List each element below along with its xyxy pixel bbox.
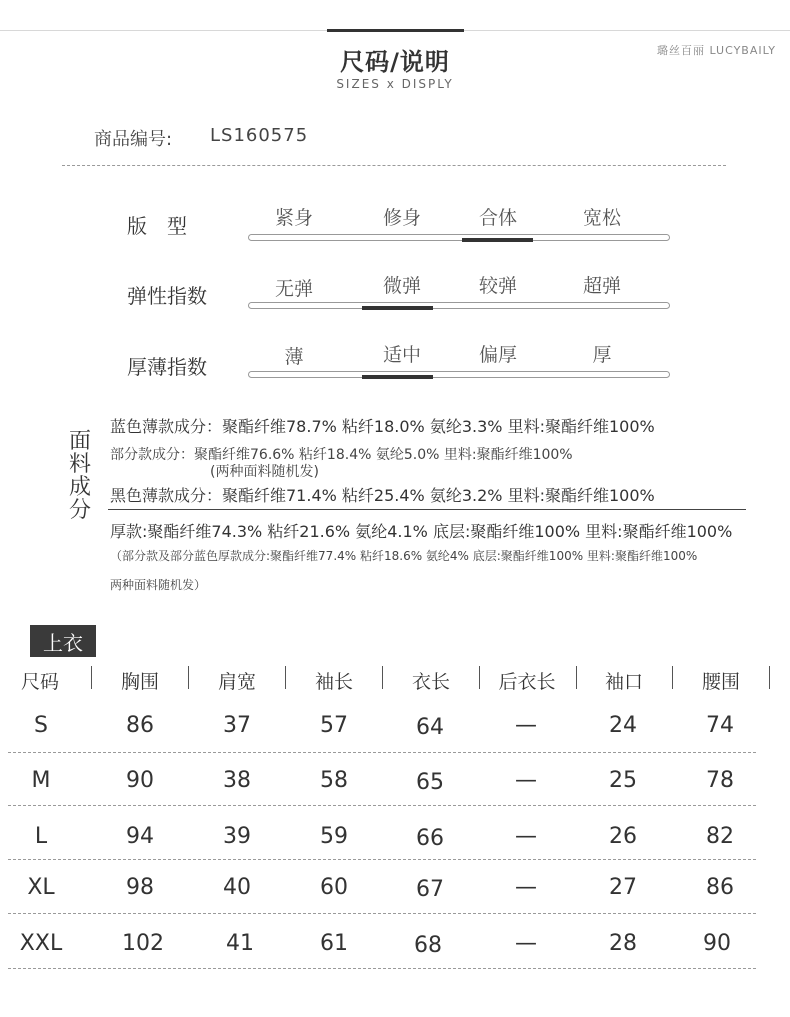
table-cell: 78 <box>706 768 734 793</box>
elasticity-option: 无弹 <box>274 278 313 300</box>
elasticity-scale-indicator <box>362 306 433 310</box>
elasticity-scale-label: 弹性指数 <box>127 284 207 308</box>
table-cell: 67 <box>416 877 444 902</box>
page-subtitle: SIZES x DISPLY <box>336 77 454 91</box>
page-title: 尺码/说明 <box>340 48 450 76</box>
material-line: 黑色薄款成分：聚酯纤维71.4% 粘纤25.4% 氨纶3.2% 里料:聚酯纤维100% <box>110 486 655 505</box>
table-cell-size: S <box>34 713 48 738</box>
material-line: 蓝色薄款成分：聚酯纤维78.7% 粘纤18.0% 氨纶3.3% 里料:聚酯纤维100% <box>110 417 655 436</box>
table-cell: 61 <box>320 931 348 956</box>
row-divider <box>8 913 756 914</box>
table-cell: 38 <box>223 768 251 793</box>
product-code-value: LS160575 <box>210 125 309 146</box>
table-cell: 59 <box>320 824 348 849</box>
thickness-option: 薄 <box>284 346 304 368</box>
table-cell: 102 <box>122 931 164 956</box>
table-cell: 37 <box>223 713 251 738</box>
header-separator <box>91 666 92 689</box>
table-cell: 86 <box>706 875 734 900</box>
table-cell: 66 <box>416 826 444 851</box>
elasticity-option: 超弹 <box>582 275 621 297</box>
table-header-cell: 袖口 <box>604 671 643 693</box>
table-cell: 24 <box>609 713 637 738</box>
fit-scale-indicator <box>462 238 533 242</box>
table-cell: 57 <box>320 713 348 738</box>
table-cell: 60 <box>320 875 348 900</box>
header-separator <box>769 666 770 689</box>
table-cell: 82 <box>706 824 734 849</box>
header-separator <box>479 666 480 689</box>
header-separator <box>672 666 673 689</box>
table-cell: 90 <box>126 768 154 793</box>
material-line: 部分款成分：聚酯纤维76.6% 粘纤18.4% 氨纶5.0% 里料:聚酯纤维100% <box>110 447 573 463</box>
table-cell: 39 <box>223 824 251 849</box>
table-cell: 74 <box>706 713 734 738</box>
material-line: 厚款:聚酯纤维74.3% 粘纤21.6% 氨纶4.1% 底层:聚酯纤维100% 里料:聚酯纤维100% <box>110 522 733 541</box>
thickness-option: 适中 <box>382 344 421 366</box>
material-underline <box>108 509 746 510</box>
elasticity-scale-track <box>248 302 670 309</box>
row-divider <box>8 859 756 860</box>
fit-option: 紧身 <box>274 207 313 229</box>
table-cell-size: M <box>31 768 51 793</box>
fit-option: 合体 <box>478 207 517 229</box>
table-header-cell: 后衣长 <box>498 671 556 693</box>
row-divider <box>8 752 756 753</box>
table-cell: 94 <box>126 824 154 849</box>
header-accent-bar <box>327 29 464 32</box>
header-separator <box>285 666 286 689</box>
table-header-cell: 肩宽 <box>217 671 256 693</box>
row-divider <box>8 805 756 806</box>
table-cell: 41 <box>226 931 254 956</box>
section-divider <box>62 165 726 166</box>
table-header-cell: 胸围 <box>120 671 159 693</box>
material-line: (两种面料随机发) <box>210 464 319 480</box>
table-cell: 90 <box>703 931 731 956</box>
material-note: 两种面料随机发） <box>110 578 207 592</box>
table-cell: 58 <box>320 768 348 793</box>
thickness-option: 偏厚 <box>478 344 517 366</box>
table-cell: 28 <box>609 931 637 956</box>
table-header-cell: 腰围 <box>701 671 740 693</box>
table-cell: — <box>515 931 537 956</box>
material-heading: 面料成分 <box>68 429 91 523</box>
table-cell: 68 <box>414 933 442 958</box>
thickness-scale-track <box>248 371 670 378</box>
fit-option: 修身 <box>382 207 421 229</box>
thickness-option: 厚 <box>592 344 612 366</box>
table-cell: 26 <box>609 824 637 849</box>
fit-scale-label: 版 型 <box>127 214 187 238</box>
thickness-scale-label: 厚薄指数 <box>127 355 207 379</box>
table-cell: — <box>515 875 537 900</box>
size-table-title: 上衣 <box>43 631 83 655</box>
table-cell: — <box>515 768 537 793</box>
header-separator <box>576 666 577 689</box>
table-cell: — <box>515 824 537 849</box>
row-divider <box>8 968 756 969</box>
table-cell-size: XL <box>27 875 55 900</box>
table-cell: 65 <box>416 770 444 795</box>
product-code-label: 商品编号: <box>94 129 173 150</box>
table-cell: 27 <box>609 875 637 900</box>
table-header-cell: 袖长 <box>314 671 353 693</box>
elasticity-option: 较弹 <box>478 275 517 297</box>
material-note: （部分款及部分蓝色厚款成分:聚酯纤维77.4% 粘纤18.6% 氨纶4% 底层:聚酯纤维100% 里料:聚酯纤维100% <box>110 549 698 563</box>
header-separator <box>188 666 189 689</box>
table-cell-size: XXL <box>19 931 63 956</box>
fit-scale-track <box>248 234 670 241</box>
fit-option: 宽松 <box>582 207 621 229</box>
brand-name: 璐丝百丽 LUCYBAILY <box>656 44 776 57</box>
table-cell: 98 <box>126 875 154 900</box>
table-cell: 25 <box>609 768 637 793</box>
header-separator <box>382 666 383 689</box>
thickness-scale-indicator <box>362 375 433 379</box>
elasticity-option: 微弹 <box>382 275 421 297</box>
table-header-cell: 尺码 <box>20 671 59 693</box>
table-cell: — <box>515 713 537 738</box>
table-header-cell: 衣长 <box>411 671 450 693</box>
table-cell: 64 <box>416 715 444 740</box>
table-cell: 86 <box>126 713 154 738</box>
table-cell-size: L <box>34 824 48 849</box>
table-cell: 40 <box>223 875 251 900</box>
